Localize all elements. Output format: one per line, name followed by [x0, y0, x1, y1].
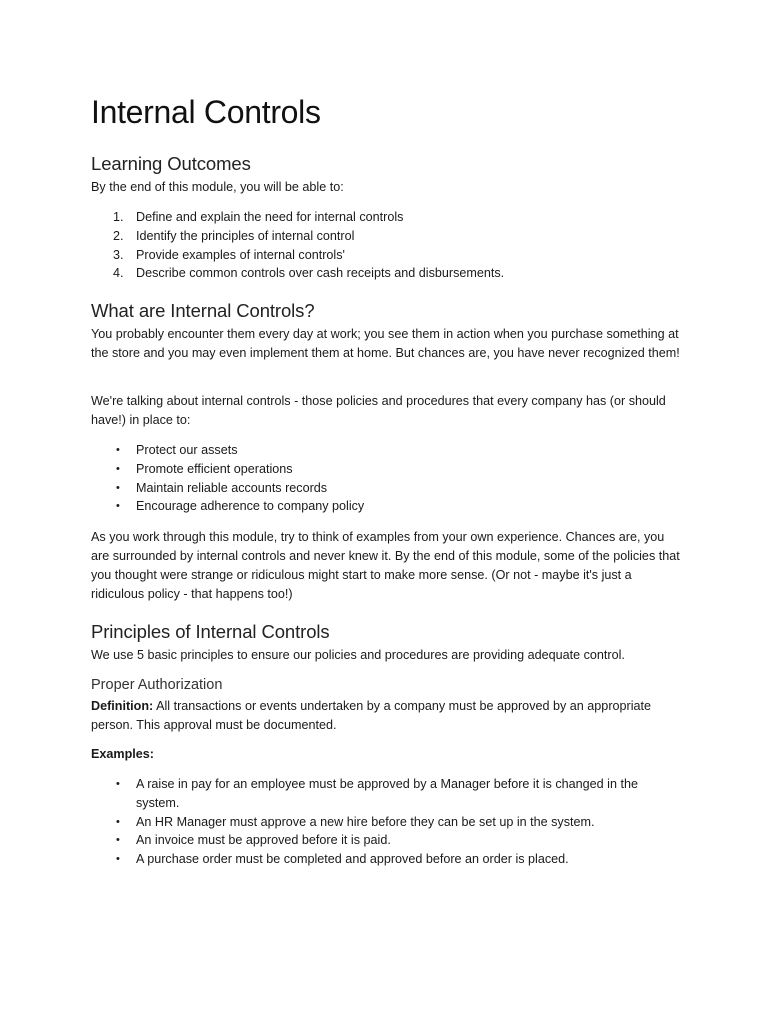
list-item-text: Encourage adherence to company policy [136, 499, 365, 514]
definition-paragraph [91, 697, 681, 735]
list-number: 4. [113, 266, 124, 281]
list-item [91, 850, 681, 869]
page-title: Internal Controls [91, 94, 321, 130]
bullet-icon: • [116, 481, 120, 494]
principles-intro: We use 5 basic principles to ensure our policies and procedures are providing adequate control. [91, 648, 625, 662]
bullet-icon: • [116, 444, 120, 456]
bullet-icon: • [116, 815, 120, 828]
list-item [91, 460, 681, 479]
principles-heading: Principles of Internal Controls [91, 621, 330, 642]
list-item [91, 264, 681, 283]
bullet-icon: • [116, 500, 120, 513]
what-are-paragraph-1: You probably encounter them every day at work; you see them in action when you purchase something at the store and you may even implement them at home. But chances are, you have never recognized them! [91, 327, 680, 360]
list-item-text: A raise in pay for an employee must be approved by a Manager before it is changed in the system. [136, 777, 638, 810]
list-item [91, 813, 681, 832]
list-item-text: A purchase order must be completed and approved before an order is placed. [136, 852, 569, 867]
proper-authorization-heading: Proper Authorization [91, 677, 223, 693]
bullet-icon: • [116, 462, 120, 475]
list-item-text: An invoice must be approved before it is paid. [136, 833, 391, 848]
examples-paragraph [91, 745, 681, 764]
learning-outcomes-intro: By the end of this module, you will be able to: [91, 180, 344, 194]
learning-outcomes-list [91, 208, 681, 283]
list-item-text: Protect our assets [136, 443, 238, 457]
list-item-text: Promote efficient operations [136, 461, 293, 476]
list-item [91, 775, 681, 813]
bullet-icon: • [116, 834, 120, 847]
what-are-heading: What are Internal Controls? [91, 300, 315, 321]
list-item [91, 441, 681, 460]
list-item [91, 246, 681, 265]
list-item-text: Define and explain the need for internal controls [136, 210, 404, 224]
definition-text: All transactions or events undertaken by a company must be approved by an appropriate person. This approval must be documented. [91, 699, 652, 732]
definition-label: Definition: [91, 699, 154, 713]
list-item [91, 479, 681, 498]
list-item-text: Provide examples of internal controls' [136, 247, 345, 262]
list-item [91, 208, 681, 227]
list-item-text: Identify the principles of internal control [136, 228, 355, 243]
list-item [91, 831, 681, 850]
what-are-paragraph-3: As you work through this module, try to think of examples from your own experience. Chances are, you are surrounded by internal controls and never knew it. By the end of this module, some of the policies that you thought were strange or ridiculous might start to make more sense. (Or not - maybe it's just a ridiculous policy - that happens too!) [91, 530, 680, 601]
bullet-icon: • [116, 778, 120, 790]
list-number: 1. [113, 210, 124, 224]
purpose-bullet-list [91, 441, 681, 516]
examples-label: Examples: [91, 747, 154, 761]
learning-outcomes-heading: Learning Outcomes [91, 153, 251, 174]
examples-bullet-list [91, 775, 681, 869]
list-item [91, 497, 681, 516]
list-number: 2. [113, 228, 124, 243]
what-are-paragraph-2: We're talking about internal controls - those policies and procedures that every company has (or should have!) in place to: [91, 394, 666, 427]
bullet-icon: • [116, 853, 120, 866]
list-item-text: Maintain reliable accounts records [136, 480, 328, 495]
list-item-text: An HR Manager must approve a new hire before they can be set up in the system. [136, 814, 595, 829]
list-item-text: Describe common controls over cash receipts and disbursements. [136, 266, 505, 281]
list-number: 3. [113, 247, 124, 262]
list-item [91, 227, 681, 246]
